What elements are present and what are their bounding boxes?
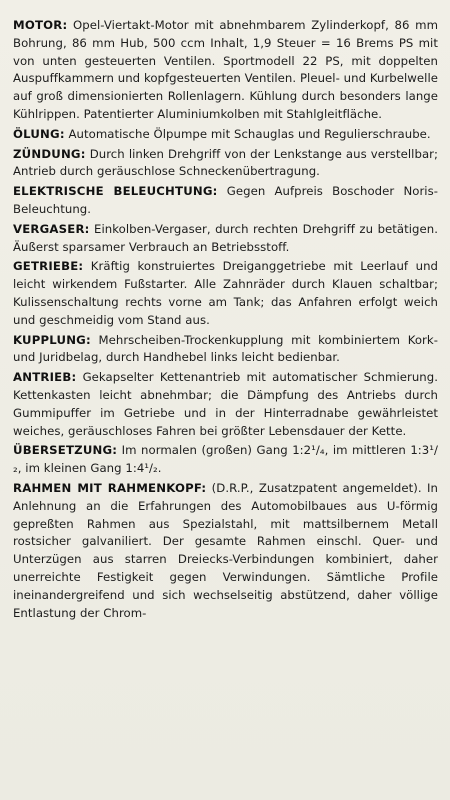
section-text: (D.R.P., Zusatzpatent angemeldet). In Anlehnung an die Erfahrungen des Automobilbaues aus U-förmig gepreßten Rahmen aus Spezialstahl, mit mattsilbernem Metall rostsicher galvaniliert. Der gesamte Rahmen einschl. Quer- und Unterzügen aus starren Dreiecks-Verbindungen kombiniert, daher unerreichte Festigkeit gegen Verwindungen. Sämtliche Profile ineinandergreifend und sich wechselseitig abstützend, daher völlige Entlastung der Chrom-	[13, 480, 438, 620]
section-text: Mehrscheiben-Trockenkupplung mit kombiniertem Kork- und Juridbelag, durch Handhebel links leicht bedienbar.	[13, 332, 439, 365]
section-heading: ÖLUNG:	[13, 126, 65, 141]
section-text: Kräftig konstruiertes Dreiganggetriebe mit Leerlauf und leicht wirkendem Fußstarter. Alle Zahnräder durch Klauen schaltbar; Kulissenschaltung rechts vorne am Tank; das Anfahren erfolgt weich und geschmeidig vom Stand aus.	[13, 259, 438, 327]
section-vergaser	[13, 221, 438, 257]
section-zuendung	[13, 146, 438, 182]
section-heading: KUPPLUNG:	[13, 332, 91, 347]
section-heading: ZÜNDUNG:	[13, 146, 86, 161]
section-rahmen-mit-rahmenkopf	[13, 480, 438, 622]
section-text: Einkolben-Vergaser, durch rechten Drehgriff zu betätigen. Äußerst sparsamer Verbrauch an Betriebsstoff.	[13, 221, 438, 254]
section-uebersetzung	[13, 442, 438, 478]
section-heading: ELEKTRISCHE BELEUCHTUNG:	[13, 184, 218, 199]
section-heading: VERGASER:	[13, 221, 90, 236]
section-text: Im normalen (großen) Gang 1:2¹/₄, im mittleren 1:3¹/₂, im kleinen Gang 1:4¹/₂.	[13, 443, 439, 476]
section-oelung	[13, 126, 438, 144]
section-text: Gegen Aufpreis Boschoder Noris-Beleuchtung.	[13, 184, 439, 216]
section-text: Opel-Viertakt-Motor mit abnehmbarem Zylinderkopf, 86 mm Bohrung, 86 mm Hub, 500 ccm Inhalt, 1,9 Steuer = 16 Brems PS mit von unten gesteuerten Ventilen. Sportmodell 22 PS, mit doppelten Auspuffkammern und kopfgesteuerten Ventilen. Pleuel- und Kurbelwelle auf groß dimensionierten Rollenlagern. Kühlung durch besonders lange Kühlrippen. Patentierter Aluminiumkolben mit Stahlgleitfläche.	[13, 18, 438, 121]
section-heading: ANTRIEB:	[13, 370, 77, 385]
section-kupplung	[13, 332, 438, 368]
section-heading: RAHMEN MIT RAHMENKOPF:	[13, 480, 207, 495]
section-elektrische-beleuchtung	[13, 183, 438, 219]
section-text: Automatische Ölpumpe mit Schauglas und Regulierschraube.	[68, 126, 431, 141]
section-heading: ÜBERSETZUNG:	[13, 443, 118, 458]
section-antrieb	[13, 369, 438, 440]
section-heading: GETRIEBE:	[13, 259, 84, 274]
section-text: Gekapselter Kettenantrieb mit automatischer Schmierung. Kettenkasten leicht abnehmbar; die Dämpfung des Antriebs durch Gummipuffer im Getriebe und in der Hinterradnabe gewährleistet weiches, geräuschloses Fahren bei größter Lebensdauer der Kette.	[13, 370, 438, 438]
section-text: Durch linken Drehgriff von der Lenkstange aus verstellbar; Antrieb durch geräuschlose Schneckenübertragung.	[13, 146, 438, 179]
section-heading: MOTOR:	[13, 18, 68, 32]
section-getriebe	[13, 258, 438, 329]
section-motor	[13, 17, 438, 124]
